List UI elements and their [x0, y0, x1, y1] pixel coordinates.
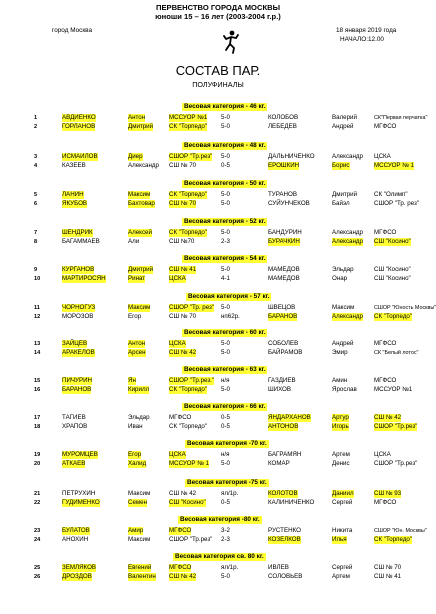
surname-blue: ИВЛЕВ: [268, 564, 289, 571]
surname-blue: БАГРАМЯН: [268, 451, 302, 458]
surname-blue: КАЛИНИЧЕНКО: [268, 499, 315, 506]
bout-number: 15: [34, 378, 41, 384]
surname-red: ЯКУБОВ: [62, 200, 88, 207]
start-time-label: НАЧАЛО:12.00: [340, 36, 384, 43]
firstname-red: Дмитрий: [128, 266, 154, 273]
bout-row: [0, 123, 436, 131]
bout-row: [0, 414, 436, 422]
bout-row: [0, 238, 436, 246]
weight-category-header: Весовая категория - 48 кг.: [184, 142, 266, 149]
score: 2-3: [221, 238, 230, 245]
firstname-blue: Даниил: [332, 490, 354, 497]
score: ял/1р.: [221, 490, 239, 497]
bout-number: 2: [34, 124, 38, 130]
bout-row: [0, 200, 436, 208]
club-red: ЦСКА: [169, 451, 186, 458]
club-red: СШ № 70: [169, 200, 197, 207]
bout-number: 10: [34, 276, 41, 282]
surname-red: БАГАММАЕВ: [62, 238, 100, 245]
bout-row: [0, 423, 436, 431]
bout-number: 24: [34, 537, 41, 543]
club-blue: СШОР "Тр. рез": [374, 200, 420, 207]
score: 5-0: [221, 266, 230, 273]
firstname-red: Егор: [128, 451, 142, 458]
surname-blue: ШВЕЦОВ: [268, 304, 296, 311]
firstname-blue: Сергей: [332, 564, 353, 571]
firstname-blue: Онар: [332, 275, 348, 282]
club-blue: СШ "Косино": [374, 266, 411, 273]
surname-red: ДРОЗДОВ: [62, 573, 92, 580]
firstname-red: Антон: [128, 114, 146, 121]
club-red: СК "Торпедо": [169, 191, 208, 198]
bout-row: [0, 162, 436, 170]
firstname-red: Эльдар: [128, 414, 150, 421]
firstname-red: Егор: [128, 313, 142, 320]
firstname-blue: Ярослав: [332, 386, 357, 393]
score: 5-0: [221, 349, 230, 356]
club-blue: СШ № 70: [374, 564, 402, 571]
firstname-blue: Борис: [332, 162, 350, 169]
bout-row: [0, 451, 436, 459]
surname-red: ЧОРНОГУЗ: [62, 304, 96, 311]
surname-blue: СОЛОВЬЕВ: [268, 573, 303, 580]
club-blue: МГФСО: [374, 229, 397, 236]
bout-row: [0, 275, 436, 283]
firstname-red: Максим: [128, 490, 151, 497]
firstname-blue: Александр: [332, 313, 363, 320]
score: 0-5: [221, 499, 230, 506]
score: 0-5: [221, 423, 230, 430]
bout-row: [0, 349, 436, 357]
club-red: СШ № 42: [169, 349, 197, 356]
firstname-red: Евгений: [128, 564, 152, 571]
club-blue: СШ № 41: [374, 573, 402, 580]
firstname-blue: Андрей: [332, 340, 354, 347]
club-red: СШОР "Тр.рез": [169, 536, 213, 543]
club-red: МГФСО: [169, 414, 192, 421]
score: 5-0: [221, 386, 230, 393]
bout-row: [0, 490, 436, 498]
bout-number: 12: [34, 314, 41, 320]
score: 0-5: [221, 162, 230, 169]
club-red: СШОР "Тр. рез": [169, 304, 215, 311]
surname-blue: АНТОНОВ: [268, 423, 299, 430]
weight-category-header: Весовая категория - 46 кг.: [184, 103, 266, 110]
surname-blue: МАМЕДОВ: [268, 275, 300, 282]
firstname-blue: Максим: [332, 304, 355, 311]
bout-number: 5: [34, 192, 38, 198]
weight-category-header: Весовая категория - 60 кг.: [184, 329, 266, 336]
document-subtitle: юноши 15 – 16 лет (2003-2004 г.р.): [155, 12, 281, 21]
bout-number: 3: [34, 154, 38, 160]
score: 0-5: [221, 414, 230, 421]
surname-blue: РУСТЕНКО: [268, 527, 301, 534]
club-red: ЦСКА: [169, 340, 186, 347]
bout-row: [0, 564, 436, 572]
club-blue: СК"Первая перчатка": [374, 115, 428, 121]
firstname-red: Ян: [128, 377, 136, 384]
score: 4-1: [221, 275, 230, 282]
firstname-blue: Дмитрий: [332, 191, 358, 198]
surname-red: ЗЕМЛЯКОВ: [62, 564, 97, 571]
club-red: СШ № 41: [169, 266, 197, 273]
weight-category-header: Весовая категория - 54 кг.: [184, 255, 266, 262]
bout-number: 14: [34, 350, 41, 356]
score: 5-0: [221, 153, 230, 160]
bout-row: [0, 114, 436, 122]
document-title: ПЕРВЕНСТВО ГОРОДА МОСКВЫ: [155, 3, 281, 12]
bout-row: [0, 499, 436, 507]
firstname-red: Амир: [128, 527, 144, 534]
firstname-blue: Артем: [332, 573, 350, 580]
weight-category-header: Весовая категория - 57 кг.: [188, 293, 270, 300]
surname-red: КАЗЕЕВ: [62, 162, 86, 169]
bout-row: [0, 386, 436, 394]
surname-red: АТКАЕВ: [62, 460, 86, 467]
heading: СОСТАВ ПАР.: [175, 63, 261, 78]
weight-category-header: Весовая категория - 52 кг.: [184, 218, 266, 225]
club-red: СШОР "Тр.рез.": [169, 377, 215, 384]
bout-row: [0, 153, 436, 161]
bout-number: 6: [34, 201, 38, 207]
surname-red: МУРОМЦЕВ: [62, 451, 98, 458]
weight-category-header: Весовая категория - 63 кг.: [184, 366, 266, 373]
firstname-blue: Никита: [332, 527, 353, 534]
score: 2-3: [221, 536, 230, 543]
score: 5-0: [221, 304, 230, 311]
club-red: МГФСО: [169, 564, 192, 571]
firstname-blue: Байэл: [332, 200, 350, 207]
surname-red: ИСМАИЛОВ: [62, 153, 98, 160]
firstname-red: Бахтовар: [128, 200, 155, 207]
club-blue: СШОР "Тр.рез": [374, 460, 418, 467]
bout-number: 16: [34, 387, 41, 393]
club-blue: МССУОР № 1: [374, 162, 415, 169]
score: 5-0: [221, 460, 230, 467]
firstname-blue: Эмир: [332, 349, 348, 356]
bout-number: 8: [34, 239, 38, 245]
firstname-red: Халид: [128, 460, 147, 467]
club-red: СШ "Косино": [169, 499, 206, 506]
bout-row: [0, 536, 436, 544]
club-red: СШ № 70: [169, 313, 197, 320]
surname-blue: БУРАЧКИН: [268, 238, 300, 245]
city-label: город Москва: [52, 27, 93, 34]
firstname-red: Александр: [128, 162, 159, 169]
bout-number: 4: [34, 163, 38, 169]
surname-blue: ДАЛЬНИЧЕНКО: [268, 153, 315, 160]
surname-red: БАРАНОВ: [62, 386, 92, 393]
club-red: СК "Торпедо": [169, 229, 208, 236]
score: ял/1р.: [221, 564, 239, 571]
surname-red: КУРГАНОВ: [62, 266, 95, 273]
surname-red: МОРОЗОВ: [62, 313, 94, 320]
surname-red: АНОХИН: [62, 536, 89, 543]
firstname-red: Арсен: [128, 349, 146, 356]
club-red: МГФСО: [169, 527, 192, 534]
firstname-blue: Илья: [332, 536, 347, 543]
surname-red: АРАКЕЛОВ: [62, 349, 95, 356]
club-blue: СК "Олимп": [374, 191, 408, 198]
club-red: СК "Торпедо": [169, 123, 208, 130]
club-blue: СШ № 42: [374, 414, 402, 421]
bout-number: 23: [34, 528, 41, 534]
surname-blue: ТУРАНОВ: [268, 191, 297, 198]
club-red: СК "Торпедо": [169, 386, 208, 393]
surname-blue: МАМЕДОВ: [268, 266, 300, 273]
club-red: СК "Торпедо": [169, 423, 208, 430]
surname-blue: СОБОЛЕВ: [268, 340, 299, 347]
club-blue: МГФСО: [374, 340, 397, 347]
firstname-blue: Александр: [332, 238, 363, 245]
bout-row: [0, 460, 436, 468]
firstname-red: Максим: [128, 304, 151, 311]
score: 5-0: [221, 229, 230, 236]
club-red: МССУОР № 1: [169, 460, 210, 467]
surname-red: ШЕНДРИК: [62, 229, 93, 236]
club-blue: МССУОР №1: [374, 386, 413, 393]
bout-row: [0, 304, 436, 312]
firstname-blue: Сергей: [332, 499, 353, 506]
club-blue: СШОР "Юность Москвы": [374, 305, 436, 311]
bout-number: 9: [34, 267, 38, 273]
score: 5-0: [221, 573, 230, 580]
bout-row: [0, 377, 436, 385]
wrestler-logo-icon: [222, 30, 240, 54]
club-blue: СШ № 93: [374, 490, 402, 497]
firstname-blue: Игорь: [332, 423, 349, 430]
surname-blue: ШИХОВ: [268, 386, 291, 393]
firstname-red: Диер: [128, 153, 143, 160]
weight-category-header: Весовая категория св. 80 кг.: [175, 553, 264, 560]
firstname-red: Али: [128, 238, 140, 245]
firstname-blue: Денис: [332, 460, 350, 467]
club-red: СШ № 70: [169, 162, 197, 169]
club-blue: СК "Торпедо": [374, 536, 413, 543]
firstname-red: Иван: [128, 423, 143, 430]
bout-row: [0, 527, 436, 535]
club-blue: ЦСКА: [374, 451, 391, 458]
firstname-blue: Артур: [332, 414, 349, 421]
firstname-red: Кирилл: [128, 386, 150, 393]
score: 5-0: [221, 340, 230, 347]
surname-red: ТАГИЕВ: [62, 414, 86, 421]
surname-blue: КОЗЕЛКОВ: [268, 536, 301, 543]
club-blue: МГФСО: [374, 499, 397, 506]
weight-category-header: Весовая категория - 50 кг.: [184, 180, 266, 187]
bout-row: [0, 573, 436, 581]
firstname-blue: Александр: [332, 229, 363, 236]
surname-blue: БАРАНОВ: [268, 313, 298, 320]
bout-number: 7: [34, 230, 38, 236]
surname-red: ПЕТРУХИН: [62, 490, 96, 497]
stage-label: ПОЛУФИНАЛЫ: [192, 80, 244, 89]
bout-number: 19: [34, 452, 41, 458]
score: 5-0: [221, 114, 230, 121]
surname-blue: БАЙРАМОВ: [268, 349, 303, 356]
club-red: ЦСКА: [169, 275, 186, 282]
surname-red: ПИЧУРИН: [62, 377, 92, 384]
surname-red: ЛАНИН: [62, 191, 84, 198]
firstname-blue: Андрей: [332, 123, 354, 130]
firstname-red: Алексей: [128, 229, 152, 236]
club-blue: СШ "Косино": [374, 238, 411, 245]
firstname-red: Дмитрий: [128, 123, 154, 130]
firstname-red: Семен: [128, 499, 148, 506]
surname-blue: КОЛОБОВ: [268, 114, 299, 121]
score: нп62р.: [221, 313, 240, 320]
surname-blue: ЛЕБЕДЕВ: [268, 123, 297, 130]
weight-category-header: Весовая категория -70 кг.: [187, 440, 267, 447]
surname-blue: КОЛОТОВ: [268, 490, 298, 497]
club-red: МССУОР №1: [169, 114, 208, 121]
club-blue: СШ "Косино": [374, 275, 411, 282]
bout-number: 25: [34, 565, 41, 571]
surname-red: ГУДИМЕНКО: [62, 499, 100, 506]
firstname-red: Валентин: [128, 573, 156, 580]
surname-blue: ЯНДАРХАНОВ: [268, 414, 311, 421]
date-label: 18 января 2019 года: [336, 27, 397, 34]
firstname-red: Ринат: [128, 275, 146, 282]
bout-row: [0, 313, 436, 321]
bout-number: 21: [34, 491, 41, 497]
bout-row: [0, 340, 436, 348]
firstname-blue: Амин: [332, 377, 348, 384]
surname-red: ХРАПОВ: [62, 423, 88, 430]
club-red: СШ № 42: [169, 573, 197, 580]
club-red: СШ № 42: [169, 490, 197, 497]
firstname-red: Максим: [128, 191, 151, 198]
club-blue: СК "Белый лотос": [374, 350, 419, 356]
club-red: СШОР "Тр.рез": [169, 153, 213, 160]
surname-blue: ГАЗДИЕВ: [268, 377, 296, 384]
score: 5-0: [221, 200, 230, 207]
score: н/я: [221, 377, 230, 384]
weight-category-header: Весовая категория -75 кг.: [187, 479, 267, 486]
bout-number: 20: [34, 461, 41, 467]
score: 5-0: [221, 191, 230, 198]
surname-red: АВДИЕНКО: [62, 114, 96, 121]
firstname-blue: Валерий: [332, 114, 357, 121]
surname-blue: СУЙУНЧЕКОВ: [268, 200, 310, 207]
firstname-red: Антон: [128, 340, 146, 347]
surname-red: ЗАЙЦЕВ: [62, 340, 88, 347]
bout-number: 18: [34, 424, 41, 430]
bout-number: 17: [34, 415, 41, 421]
score: 5-0: [221, 123, 230, 130]
firstname-red: Максим: [128, 536, 151, 543]
score: н/я: [221, 451, 230, 458]
surname-red: МАРТИРОСЯН: [62, 275, 106, 282]
surname-blue: КОМАР: [268, 460, 290, 467]
surname-red: ГОРЛАНОВ: [62, 123, 96, 130]
firstname-blue: Александр: [332, 153, 363, 160]
bout-row: [0, 191, 436, 199]
score: 3-2: [221, 527, 230, 534]
surname-red: БУЛАТОВ: [62, 527, 90, 534]
bout-number: 22: [34, 500, 41, 506]
firstname-blue: Эльдар: [332, 266, 354, 273]
bout-number: 26: [34, 574, 41, 580]
club-blue: МГФСО: [374, 123, 397, 130]
bout-number: 11: [34, 305, 40, 311]
club-blue: СШОР "Юн. Москвы": [374, 528, 427, 534]
club-blue: МГФСО: [374, 377, 397, 384]
bout-number: 1: [34, 115, 38, 121]
weight-category-header: Весовая категория -80 кг.: [180, 516, 260, 523]
bout-row: [0, 229, 436, 237]
club-blue: СШОР "Тр.рез": [374, 423, 418, 430]
surname-blue: БАНДУРИН: [268, 229, 302, 236]
bout-number: 13: [34, 341, 41, 347]
firstname-blue: Артем: [332, 451, 350, 458]
surname-blue: ЕРОШКИН: [268, 162, 300, 169]
club-red: СШ №70: [169, 238, 195, 245]
club-blue: СК "Торпедо": [374, 313, 413, 320]
club-blue: ЦСКА: [374, 153, 391, 160]
bout-row: [0, 266, 436, 274]
weight-category-header: Весовая категория - 66 кг.: [184, 403, 266, 410]
